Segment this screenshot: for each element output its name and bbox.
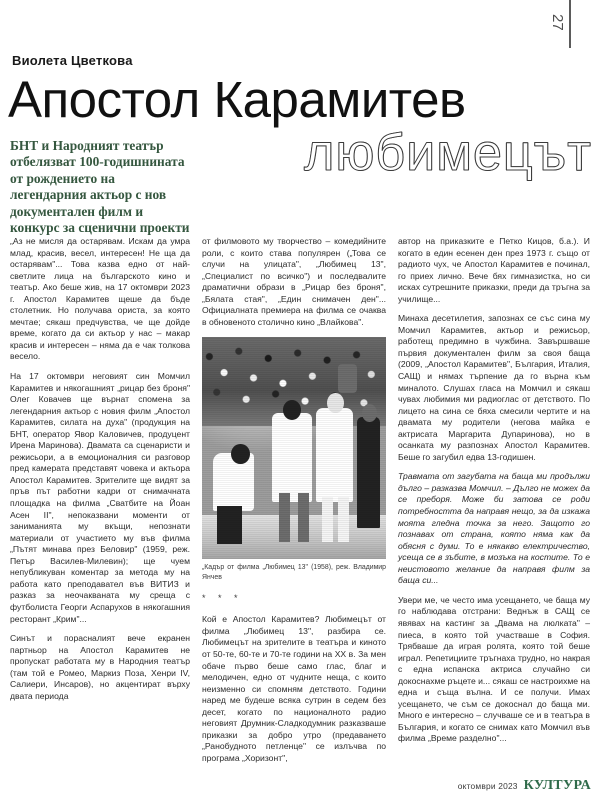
paragraph: Кой е Апостол Карамитев? Любимецът от филма „Любимец 13", разбира се. Любимецът на зрителите в театъра и киното от 50-те, 60-те и 70-те години на ХХ в. За мен обаче първо беше само глас, благ и мелодичен, едно от чудните неща, с които неизменно си спомням детството. Години наред ме будеше всяка сутрин в седем без десет, когато по националното радио неговият Друмник-Сладкодумник разказваше приказки за добро утро (предаването „Ранобудното петленце" се излъчва по програма „Хоризонт", — [202, 614, 386, 763]
paragraph: Минаха десетилетия, запознах се със сина му Момчил Карамитев, актьор и режисьор, работещ предимно в чужбина. Завършваше първия документален филм за своя баща (2009, „Апостол Карамитев", България, Италия, САЩ) и нямах търпение да го върна към миналото. Слушах гласа на Момчил и сякаш чувах любимия ми радиоглас от детството. По лицето на сина се бяха смесили чертите и на двамата му родители (негова майка е актрисата Маргарита Дупаринова), но в осанката му разпознах Апостол Карамитев. Беше го загубил едва 13-годишен. — [398, 313, 590, 462]
text-column-right — [398, 236, 590, 753]
headline-outline-word: любимецът — [304, 124, 592, 182]
page-title: Апостол Карамитев — [8, 71, 466, 128]
photo-caption: „Кадър от филма „Любимец 13" (1958), реж. Владимир Янчев — [202, 564, 386, 581]
standfirst: БНТ и Народният театър отбелязват 100-годишнината от рождението на легендарния актьор с нов документален филм и конкурс за сценични проекти — [10, 138, 190, 236]
footer-brand: КУЛТУРА — [523, 778, 591, 793]
section-separator: * * * — [202, 592, 243, 603]
article-byline: Виолета Цветкова — [12, 53, 133, 68]
text-column-left — [10, 236, 190, 710]
paragraph: от филмовото му творчество – комедийните роли, с които става популярен („Това се случи на улицата", „Любимец 13", „Специалист по всичко") и последвалите драматични образи в „Рицар без броня", „Бялата стая", „Един снимачен ден"... Официалната премиера на филма се очаква в обновеното столично кино „Влайкова". — [202, 236, 386, 327]
page-number-marker — [549, 0, 600, 52]
paragraph: Синът и порасналият вече екранен партньор на Апостол Карамитев не пропускат работата му в Народния театър (там той е Ромео, Маркиз Поза, Хенри IV, Салиери, Инсаров), но акцентират върху двата периода — [10, 633, 190, 701]
text-column-middle — [202, 236, 386, 772]
paragraph: автор на приказките е Петко Кицов, б.а.). И когато в един есенен ден през 1973 г. също от радиото чух, че Апостол Карамитев е починал, го приех лично. Вече бях гимназистка, но си исках сутрешните приказки, преди да тръгна за училище... — [398, 236, 590, 304]
paragraph: На 17 октомври неговият син Момчил Карамитев и някогашният „рицар без броня" Олег Ковачев ще върнат спомена за легендарния актьор с новия филм „Апостол Карамитев, силата на духа" (продукция на БНТ, оператор Явор Каловичев, продуцент Ирена Маринова). Двамата са сценаристи и режисьори, а в емоционалния си разговор пред камерата представят човека и актьора Апостол Карамитев. Зрителите ще видят за пръв път работни кадри от снимачната площадка на филма „Сватбите на Йоан Асен II", непоказвани моменти от заниманията му вкъщи, непознати материали от участието му във филма „Пътят минава през Беловир" (1959, реж. Петър Василев-Милевин); ще чуем непубликуван коментар за метода му на работа като преподавател във ВИТИЗ и разказ за неочакваната му среща с футболиста Георги Аспарухов в някогашния ресторант „Крим"... — [10, 371, 190, 624]
page-number-rule — [569, 0, 571, 48]
page-footer — [458, 778, 591, 794]
quote-lead-text: Увери ме, че често има усещането, че баща му го наблюдава отстрани: — [398, 594, 590, 617]
quote-italic-text: Веднъж в САЩ се явявах на кастинг за „Двама на люлката" – пиеса, в която той участваше в София. Трябваше да играя ролята, която той беше играл. Репетициите тръгнаха трудно, но накрая с една испанска актриса случайно си докоснахме ръцете и... сякаш се настроихме на една и съща вълна. И се получи. Имах усещането, че съм се докоснал до баща ми. Много е интересно – случваше се и в театъра в България, и когато се снимах като Момчил във филма „Време разделно"... — [398, 606, 590, 744]
page-number: 27 — [549, 14, 566, 31]
article-photo — [202, 337, 386, 559]
photo-grain-overlay — [202, 337, 386, 559]
footer-date: октомври 2023 — [457, 781, 518, 791]
paragraph-quote-italic: Травмата от загубата на баща ми продължи дълго – разказва Момчил. – Дълго не можех да се преборя. Може би затова се роди потребността да направя нещо, за да изкажа моята гледна точка за него. Защото го познавах от страна, която няма как да обясня с думи. То е някакво електричество, усеща се в зъбите, в мозъка на костите. То е неистовото желание да направя филм за баща си... — [398, 471, 590, 586]
paragraph: „Аз не мисля да остарявам. Искам да умра млад, красив, весел, интересен! Не ща да остарявам"... Това казва едно от най-светлите лица на българското кино и театър. Ако беше жив, на 17 октомври 2023 г. Апостол Карамитев щеше да бъде столетник. Но получава ориста, за която мечтае; сякаш предчувства, че ще дойде време, когато да си актьор у нас – макар красив и интересен – няма да е чак толкова весело. — [10, 236, 190, 362]
paragraph-mixed — [398, 595, 590, 745]
article-photo-figure — [202, 337, 386, 581]
